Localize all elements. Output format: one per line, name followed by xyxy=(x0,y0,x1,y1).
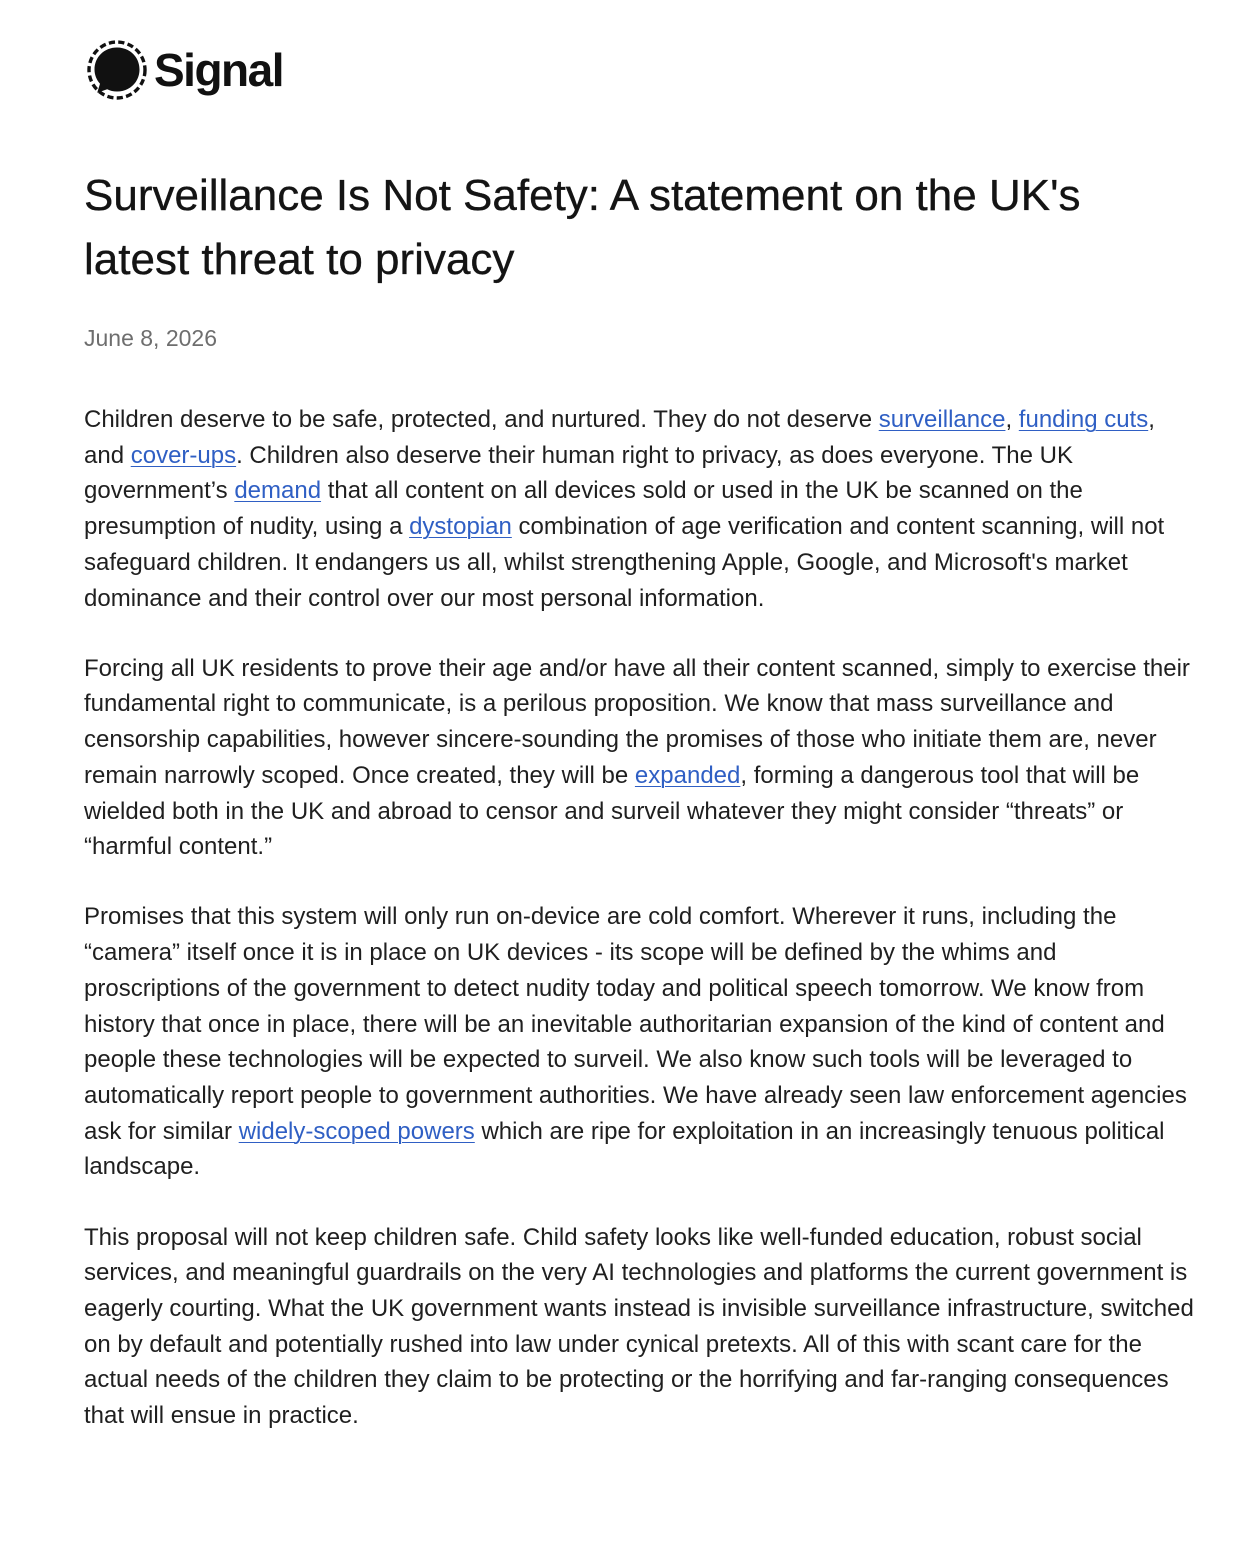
publish-date: June 8, 2026 xyxy=(84,325,218,351)
article-body xyxy=(84,402,1194,1434)
brand-name: Signal xyxy=(154,44,284,96)
article xyxy=(84,164,1194,1468)
paragraph-text: Forcing all UK residents to prove their age and/or have all their content scanned, simply to exercise their fundamental right to communicate, is a perilous proposition. We know that mass surveillance and censorship capabilities, however sincere-sounding the promises of those who initiate them are, never remain narrowly scoped. Once created, they will be xyxy=(84,654,1190,789)
paragraph-text: . Children also deserve their human right to privacy, as does everyone. The UK government’s xyxy=(84,441,1073,505)
paragraph-text: , and xyxy=(84,406,1155,469)
paragraph-text: combination of age verification and content scanning, will not safeguard children. It endangers us all, whilst strengthening Apple, Google, and Microsoft's market dominance and their control over our most personal information. xyxy=(84,513,1165,612)
article-title: Surveillance Is Not Safety: A statement on the UK's latest threat to privacy xyxy=(84,171,1081,284)
signal-logo[interactable] xyxy=(86,38,283,102)
paragraph-text: , xyxy=(1005,406,1019,433)
signal-speech-bubble-icon xyxy=(86,39,148,101)
inline-link[interactable]: surveillance xyxy=(878,406,1006,433)
inline-link[interactable]: widely-scoped powers xyxy=(238,1117,475,1145)
article-paragraph xyxy=(84,402,1194,616)
inline-link[interactable]: expanded xyxy=(634,761,741,789)
inline-link[interactable]: demand xyxy=(234,477,322,505)
paragraph-text: This proposal will not keep children safe. Child safety looks like well-funded education, robust social services, and meaningful guardrails on the very AI technologies and platforms the current government is eagerly courting. What the UK government wants instead is invisible surveillance infrastructure, switched on by default and potentially rushed into law under cynical pretexts. All of this with scant care for the actual needs of the children they claim to be protecting or the horrifying and far-ranging consequences that will ensue in practice. xyxy=(84,1223,1194,1430)
paragraph-text: Children deserve to be safe, protected, and nurtured. They do not deserve xyxy=(84,406,879,433)
paragraph-text: that all content on all devices sold or used in the UK be scanned on the presumption of nudity, using a xyxy=(84,477,1083,541)
inline-link[interactable]: funding cuts xyxy=(1018,406,1149,433)
article-paragraph xyxy=(84,651,1194,865)
inline-link[interactable]: cover-ups xyxy=(130,441,237,469)
article-paragraph xyxy=(84,1220,1194,1434)
paragraph-text: which are ripe for exploitation in an increasingly tenuous political landscape. xyxy=(84,1117,1165,1181)
article-paragraph xyxy=(84,899,1194,1185)
inline-link[interactable]: dystopian xyxy=(409,513,512,541)
paragraph-text: Promises that this system will only run on-device are cold comfort. Wherever it runs, including the “camera” itself once it is in place on UK devices - its scope will be defined by the whims and proscriptions of the government to detect nudity today and political speech tomorrow. We know from history that once in place, there will be an inevitable authoritarian expansion of the kind of content and people these technologies will be expected to surveil. We also know such tools will be leveraged to automatically report people to government authorities. We have already seen law enforcement agencies ask for similar xyxy=(84,903,1187,1145)
paragraph-text: , forming a dangerous tool that will be wielded both in the UK and abroad to censor and surveil whatever they might consider “threats” or “harmful content.” xyxy=(84,761,1140,861)
